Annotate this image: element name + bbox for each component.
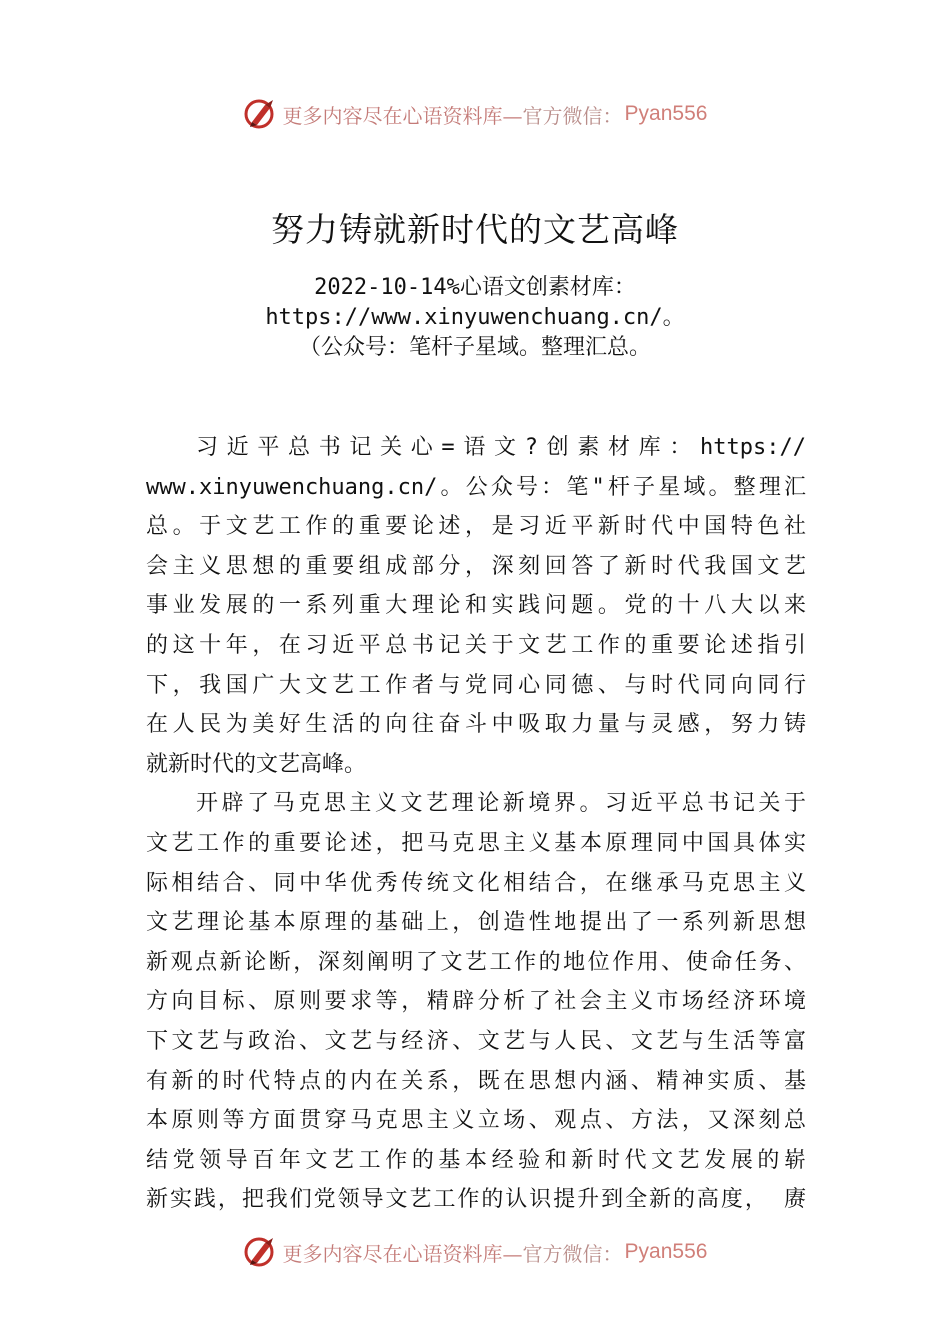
paragraph-line: 际相结合、同中华优秀传统文化相结合，在继承马克思主义 [146,870,806,896]
paragraph-line: 习近平总书记关心=语文?创素材库：https:// [196,435,806,460]
meta-line-url: https://www.xinyuwenchuang.cn/。 [265,305,685,330]
pen-logo-icon [243,1234,279,1270]
paragraph-line: 新观点新论断，深刻阐明了文艺工作的地位作用、使命任务、 [146,949,806,975]
document-meta [0,273,950,363]
footer-banner-text: 更多内容尽在心语资料库— [282,1241,523,1266]
header-wechat-id: Pyan556 [624,102,708,125]
paragraph-line: 会主义思想的重要组成部分，深刻回答了新时代我国文艺 [146,553,806,579]
header-wechat-label: 官方微信： [522,103,623,128]
paragraph-line: 方向目标、原则要求等，精辟分析了社会主义市场经济环境 [146,989,806,1015]
paragraph-line: 总。于文艺工作的重要论述，是习近平新时代中国特色社 [146,514,806,540]
paragraph-2 [146,784,806,1220]
document-body [146,428,806,1220]
paragraph-line: 结党领导百年文艺工作的基本经验和新时代文艺发展的崭 [146,1147,806,1173]
paragraph-line: 下，我国广大文艺工作者与党同心同德、与时代同向同行 [146,672,806,698]
paragraph-1 [146,428,806,784]
paragraph-line: 本原则等方面贯穿马克思主义立场、观点、方法，又深刻总 [146,1108,806,1134]
paragraph-line: 文艺理论基本原理的基础上，创造性地提出了一系列新思想 [146,910,806,936]
footer-wechat-id: Pyan556 [624,1240,708,1263]
paragraph-line: 有新的时代特点的内在关系，既在思想内涵、精神实质、基 [146,1068,806,1094]
meta-line-account: （公众号：笔杆子星域。整理汇总。 [298,335,651,360]
header-banner-text: 更多内容尽在心语资料库— [282,103,523,128]
paragraph-line: 新实践，把我们党领导文艺工作的认识提升到全新的高度， 赓 [146,1187,806,1213]
paragraph-line: 的这十年，在习近平总书记关于文艺工作的重要论述指引 [146,632,806,658]
paragraph-line: 在人民为美好生活的向往奋斗中吸取力量与灵感，努力铸 [146,712,806,738]
document-title: 努力铸就新时代的文艺高峰 [271,210,679,249]
paragraph-line: 开辟了马克思主义文艺理论新境界。习近平总书记关于 [196,791,806,817]
paragraph-line: www.xinyuwenchuang.cn/。公众号：笔"杆子星域。整理汇 [146,474,806,500]
paragraph-line: 事业发展的一系列重大理论和实践问题。党的十八大以来 [146,593,806,619]
paragraph-line: 就新时代的文艺高峰。 [146,751,367,777]
header-banner [0,94,950,134]
pen-logo-icon [243,96,279,132]
paragraph-line: 文艺工作的重要论述，把马克思主义基本原理同中国具体实 [146,830,806,856]
meta-line-date: 2022-10-14%心语文创素材库： [314,275,636,300]
footer-banner [0,1232,950,1272]
paragraph-line: 下文艺与政治、文艺与经济、文艺与人民、文艺与生活等富 [146,1028,806,1054]
footer-wechat-label: 官方微信： [522,1241,623,1266]
